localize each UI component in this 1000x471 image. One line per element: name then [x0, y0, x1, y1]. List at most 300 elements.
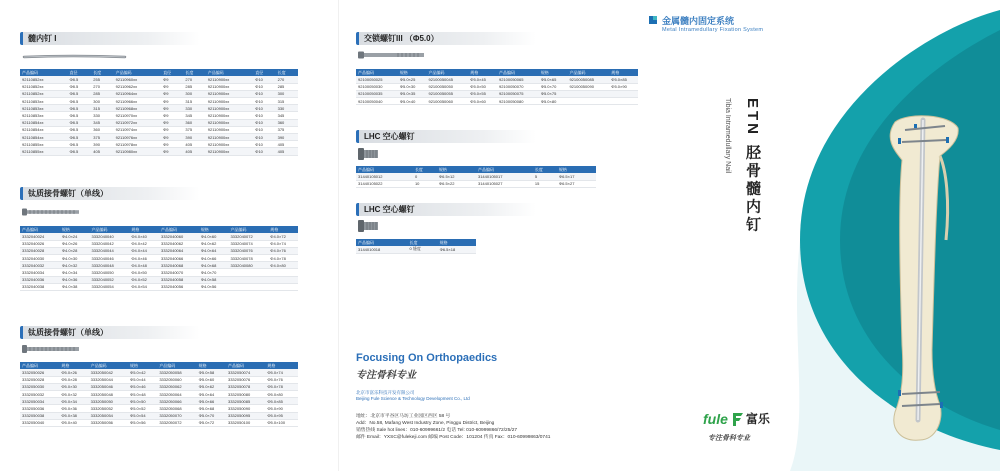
table-cell: 92110962xx	[114, 83, 161, 90]
table-cell: Φ5.0×85	[609, 76, 638, 83]
table-cell: 405	[276, 141, 298, 148]
table-cell: 360	[183, 119, 205, 126]
table-cell: 92110900xx	[206, 126, 253, 133]
table-cell: 92110900xx	[206, 112, 253, 119]
nail-image	[22, 52, 127, 62]
table-row	[20, 412, 298, 419]
column-header: 产品编码	[157, 362, 196, 369]
table-cell: 3332050056	[89, 419, 128, 426]
table-cell: 3332040052	[89, 276, 129, 283]
table-cell: 3332040036	[20, 276, 60, 283]
table-cell: Φ5.0×100	[265, 419, 298, 426]
table-cell: Φ6.5×18	[438, 246, 476, 253]
column-header: 规格	[539, 69, 568, 76]
table-cell: Φ5.0×95	[265, 412, 298, 419]
table-row	[20, 98, 298, 105]
table-row	[20, 240, 298, 247]
table-cell: 405	[183, 141, 205, 148]
table-cell: Φ4.0×72	[268, 233, 298, 240]
column-header: 产品编码	[476, 166, 533, 173]
table-cell: Φ4.0×70	[199, 269, 229, 276]
table-cell: 345	[183, 112, 205, 119]
table-header-row	[20, 362, 298, 369]
system-title-cn: 金属髓内固定系统	[662, 16, 735, 26]
table-cell: Φ8.5	[67, 134, 91, 141]
table-cell	[567, 90, 609, 97]
nail-spec-table	[20, 69, 298, 156]
table-cell: 31440105012	[356, 173, 413, 180]
section-locking-screw	[356, 32, 536, 45]
table-cell: Φ5.0×64	[197, 391, 226, 398]
column-header: 规格	[398, 69, 427, 76]
table-cell: Φ5.0×50	[128, 398, 157, 405]
table-cell: Φ5.0×68	[197, 405, 226, 412]
table-row	[20, 76, 298, 83]
table-cell: 330	[183, 105, 205, 112]
table-cell: Φ5.0×74	[265, 369, 298, 376]
column-header: 规格	[60, 226, 90, 233]
table-cell: 3332040078	[228, 255, 268, 262]
table-cell: 3332040044	[89, 247, 129, 254]
table-cell: Φ4.0×54	[129, 283, 159, 290]
table-cell: 3332050048	[89, 391, 128, 398]
table-cell: 92110964xx	[114, 90, 161, 97]
lhc-screw-image	[358, 219, 380, 233]
table-cell: 315	[91, 105, 113, 112]
table-cell: 330	[91, 112, 113, 119]
table-cell: Φ10	[253, 98, 275, 105]
table-cell: 3332050085	[226, 398, 265, 405]
logo-en: fule	[703, 410, 728, 427]
table-cell: Φ5.0×90	[609, 83, 638, 90]
table-cell: Φ4.0×38	[60, 283, 90, 290]
table-cell: 3332050046	[89, 383, 128, 390]
table-cell: Φ5.0×30	[59, 383, 88, 390]
table-cell: Φ4.0×36	[60, 276, 90, 283]
table-row	[20, 383, 298, 390]
table-cell: Φ4.0×62	[199, 240, 229, 247]
column-header: 产品编码	[159, 226, 199, 233]
column-header: 长度	[408, 239, 438, 246]
table-cell: Φ5.0×80	[539, 98, 568, 105]
table-cell: 3332050078	[226, 383, 265, 390]
logo-tagline: 专注骨科专业	[708, 433, 750, 442]
table-cell: Φ5.0×32	[59, 391, 88, 398]
table-cell: Φ9	[161, 134, 183, 141]
table-cell: Φ4.0×56	[199, 283, 229, 290]
table-cell: 92100050030	[356, 83, 398, 90]
table-cell: 15	[533, 180, 557, 187]
column-header: 产品编码	[356, 166, 413, 173]
table-cell: Φ4.0×44	[129, 247, 159, 254]
column-header: 规格	[129, 226, 159, 233]
company-name-cn: 北京市富乐科技开发有限公司	[356, 390, 415, 395]
contact-info	[356, 413, 550, 441]
table-cell: Φ4.0×68	[199, 262, 229, 269]
table-row	[20, 233, 298, 240]
table-cell: Φ10	[253, 112, 275, 119]
column-header: 规格	[199, 226, 229, 233]
table-row	[20, 83, 298, 90]
section-cortical-screw-40	[20, 187, 200, 200]
section-title: LHC 空心螺钉	[356, 203, 536, 216]
table-cell: Φ10	[253, 148, 275, 155]
table-cell: Φ4.0×30	[60, 255, 90, 262]
table-row	[20, 398, 298, 405]
table-cell: 3332040054	[89, 283, 129, 290]
table-cell: Φ4.0×48	[129, 262, 159, 269]
table-cell: 92110900xx	[206, 98, 253, 105]
table-cell: 5	[533, 173, 557, 180]
column-header: 长度	[276, 69, 298, 76]
table-row	[20, 112, 298, 119]
table-cell: 92110974xx	[114, 126, 161, 133]
table-cell: 330	[276, 105, 298, 112]
slogan-calligraphy: 专注骨科专业	[356, 370, 416, 381]
table-cell: 10	[413, 180, 437, 187]
table-cell: 92110900xx	[206, 76, 253, 83]
table-row	[356, 76, 638, 83]
table-cell: 92110854xx	[20, 134, 67, 141]
table-cell: 315	[183, 98, 205, 105]
table-cell: 3332040074	[228, 240, 268, 247]
table-row	[20, 262, 298, 269]
table-cell: Φ5.0×56	[128, 419, 157, 426]
table-cell: Φ8.5	[67, 76, 91, 83]
table-row	[20, 134, 298, 141]
column-header: 规格	[437, 166, 476, 173]
table-cell: Φ5.0×80	[265, 391, 298, 398]
table-cell: Φ5.0×28	[59, 376, 88, 383]
table-row	[20, 376, 298, 383]
company-name	[356, 390, 506, 402]
table-cell: Φ5.0×42	[128, 369, 157, 376]
table-header-row	[356, 166, 596, 173]
table-cell	[268, 276, 298, 283]
screw-image	[22, 344, 82, 354]
table-cell: 92110900xx	[206, 105, 253, 112]
table-cell: Φ5.0×34	[59, 398, 88, 405]
table-cell: 92110900xx	[206, 119, 253, 126]
table-cell: Φ5.0×62	[197, 383, 226, 390]
column-header: 产品编码	[356, 239, 408, 246]
table-cell: 92110900xx	[206, 141, 253, 148]
column-header: 长度	[183, 69, 205, 76]
table-cell: 375	[183, 126, 205, 133]
table-cell: 3332050058	[157, 369, 196, 376]
section-lhc-screw-1	[356, 130, 536, 143]
table-cell: Φ4.0×74	[268, 240, 298, 247]
table-cell: Φ10	[253, 141, 275, 148]
table-cell: 92110900xx	[206, 148, 253, 155]
table-cell: Φ4.0×60	[199, 233, 229, 240]
table-cell: Φ5.0×45	[468, 76, 497, 83]
table-header-row	[20, 69, 298, 76]
logo-cn: 富乐	[745, 412, 770, 426]
table-cell: Φ5.0×60	[468, 98, 497, 105]
table-cell: 390	[183, 134, 205, 141]
table-cell: 92110966xx	[114, 98, 161, 105]
column-header: 长度	[533, 166, 557, 173]
table-cell: 3332040080	[228, 262, 268, 269]
table-cell: 92110853xx	[20, 98, 67, 105]
table-header-row	[356, 239, 476, 246]
table-cell: Φ4.0×58	[199, 276, 229, 283]
table-cell	[228, 283, 268, 290]
table-cell: Φ5.0×52	[128, 405, 157, 412]
table-row	[20, 105, 298, 112]
table-cell: 3332040034	[20, 269, 60, 276]
table-cell: 270	[91, 83, 113, 90]
table-cell: 300	[183, 90, 205, 97]
table-cell: 3332040064	[159, 247, 199, 254]
column-header: 产品编码	[206, 69, 253, 76]
table-cell: Φ8.5	[67, 105, 91, 112]
table-cell: 3332040070	[159, 269, 199, 276]
table-cell: 92110968xx	[114, 105, 161, 112]
table-cell: Φ4.0×46	[129, 255, 159, 262]
table-cell: 3332050038	[20, 412, 59, 419]
table-cell: 3332050072	[157, 419, 196, 426]
section-title: 钛质接骨螺钉（单线）	[20, 187, 200, 200]
table-row	[356, 180, 596, 187]
table-cell: Φ10	[253, 126, 275, 133]
table-cell: 92100050065	[497, 76, 539, 83]
table-cell: 3332050052	[89, 405, 128, 412]
column-header: 产品编码	[356, 69, 398, 76]
table-cell: 0 缝度	[408, 246, 438, 253]
table-cell: 3332050070	[157, 412, 196, 419]
section-intramedullary-nail	[20, 32, 200, 45]
screw40-spec-table	[20, 226, 298, 291]
table-cell: Φ4.0×78	[268, 255, 298, 262]
table-cell: 3332040032	[20, 262, 60, 269]
cover-art	[640, 0, 1000, 471]
column-header: 规格	[609, 69, 638, 76]
table-cell: 3332050042	[89, 369, 128, 376]
column-header: 规格	[557, 166, 596, 173]
table-cell: 92110900xx	[206, 83, 253, 90]
table-cell: Φ5.0×46	[128, 383, 157, 390]
table-cell: Φ9	[161, 126, 183, 133]
table-cell: Φ5.0×70	[197, 412, 226, 419]
lhc-spec-table-1	[356, 166, 596, 188]
table-cell: Φ4.0×40	[129, 233, 159, 240]
table-header-row	[356, 69, 638, 76]
table-cell	[228, 269, 268, 276]
table-cell: 92110960xx	[114, 76, 161, 83]
address-en: Add：No.58, Mafang West Industry Zone, Pinggu District, Beijing	[356, 421, 495, 426]
table-cell: Φ8.5	[67, 90, 91, 97]
table-cell: 3332050054	[89, 412, 128, 419]
table-cell: 92110852xx	[20, 90, 67, 97]
table-cell: 3332050060	[157, 376, 196, 383]
table-cell: Φ9	[161, 105, 183, 112]
table-cell: 3332050076	[226, 376, 265, 383]
table-cell: 3144010018	[356, 246, 408, 253]
table-cell: Φ6.5×12	[437, 173, 476, 180]
table-cell: 300	[276, 90, 298, 97]
table-cell: 3332050030	[20, 383, 59, 390]
column-header: 直径	[67, 69, 91, 76]
table-cell: Φ8.5	[67, 119, 91, 126]
table-cell: 3332040066	[159, 255, 199, 262]
table-cell: Φ10	[253, 105, 275, 112]
table-cell: 31440105017	[476, 173, 533, 180]
table-cell: 405	[183, 148, 205, 155]
column-header: 规格	[265, 362, 298, 369]
column-header: 产品编码	[228, 226, 268, 233]
table-cell: 375	[91, 134, 113, 141]
table-cell: Φ10	[253, 134, 275, 141]
table-cell: 92110976xx	[114, 134, 161, 141]
column-header: 规格	[128, 362, 157, 369]
table-row	[20, 283, 298, 290]
table-cell: 360	[276, 119, 298, 126]
table-cell: Φ5.0×60	[197, 376, 226, 383]
table-cell: Φ10	[253, 119, 275, 126]
table-cell: 3332050036	[20, 405, 59, 412]
sales-phone: 销售热线 Sale hot lines：010-60999661/2 电话 Tel: 010-60999866/72/25/27	[356, 428, 518, 433]
column-header: 产品编码	[114, 69, 161, 76]
table-cell: Φ5.0×70	[539, 83, 568, 90]
column-header: 规格	[197, 362, 226, 369]
table-cell: 300	[91, 98, 113, 105]
column-header: 长度	[413, 166, 437, 173]
table-cell: Φ4.0×50	[129, 269, 159, 276]
table-cell	[609, 90, 638, 97]
table-cell: 92110853xx	[20, 105, 67, 112]
table-cell: Φ4.0×42	[129, 240, 159, 247]
table-cell: 255	[91, 76, 113, 83]
table-cell: 92100050070	[497, 83, 539, 90]
table-cell: 92110852xx	[20, 83, 67, 90]
table-row	[20, 405, 298, 412]
email-fax: 邮件 Email：YXSC@fulekeji.com 邮编 Post Code：101204 传真 Fax：010-60999863/0741	[356, 435, 551, 440]
table-cell: 92110970xx	[114, 112, 161, 119]
column-header: 产品编码	[20, 226, 60, 233]
table-cell: Φ5.0×44	[128, 376, 157, 383]
table-cell: 3332040048	[89, 262, 129, 269]
table-cell: Φ4.0×24	[60, 233, 90, 240]
table-cell: 3332050028	[20, 376, 59, 383]
table-cell: 3332050034	[20, 398, 59, 405]
table-cell: 270	[276, 76, 298, 83]
table-cell: 285	[276, 83, 298, 90]
table-cell: Φ5.0×72	[197, 419, 226, 426]
product-title-cn: ETN 胫骨髓内钉	[744, 98, 761, 235]
table-row	[356, 90, 638, 97]
company-name-en: Beijing Fule Science & Technology Development Co., Ltd	[356, 396, 470, 401]
table-cell: 405	[276, 148, 298, 155]
table-cell: Φ9	[161, 148, 183, 155]
table-cell: 92110854xx	[20, 126, 67, 133]
section-title: 髓内钉 I	[20, 32, 200, 45]
table-cell: Φ5.0×40	[59, 419, 88, 426]
table-cell: 3332040040	[89, 233, 129, 240]
table-cell: 92100050045	[426, 76, 468, 83]
table-cell: 390	[91, 141, 113, 148]
table-cell: Φ5.0×75	[539, 90, 568, 97]
table-cell: Φ8.5	[67, 126, 91, 133]
table-cell: 3332040072	[228, 233, 268, 240]
table-cell: Φ4.0×32	[60, 262, 90, 269]
table-cell	[567, 98, 609, 105]
table-cell: 92100050050	[426, 83, 468, 90]
table-cell: Φ9	[161, 98, 183, 105]
table-cell: Φ5.0×38	[59, 412, 88, 419]
table-cell: 92100050090	[567, 83, 609, 90]
table-cell: Φ5.0×40	[398, 98, 427, 105]
system-title-en: Metal Intramedullary Fixation System	[662, 27, 764, 33]
table-cell: 3332040058	[159, 276, 199, 283]
table-cell: 92110972xx	[114, 119, 161, 126]
table-cell: Φ5.0×48	[128, 391, 157, 398]
table-cell	[268, 269, 298, 276]
table-cell: Φ6.5×17	[557, 173, 596, 180]
table-cell: 92110855xx	[20, 141, 67, 148]
column-header: 产品编码	[20, 69, 67, 76]
page-fold	[338, 0, 339, 471]
table-cell: 3332050040	[20, 419, 59, 426]
table-cell: 31440105027	[476, 180, 533, 187]
table-cell: 3332050100	[226, 419, 265, 426]
table-cell: 315	[276, 98, 298, 105]
table-cell: Φ5.0×90	[265, 405, 298, 412]
table-cell	[609, 98, 638, 105]
table-cell: 405	[91, 148, 113, 155]
table-cell: Φ5.0×35	[398, 90, 427, 97]
table-cell: Φ6.5×22	[437, 180, 476, 187]
table-cell: 3332050064	[157, 391, 196, 398]
table-cell: Φ9	[161, 76, 183, 83]
section-title: 交锁螺钉III （Φ5.0）	[356, 32, 536, 45]
table-cell: 92110978xx	[114, 141, 161, 148]
table-cell: Φ4.0×66	[199, 255, 229, 262]
table-row	[20, 119, 298, 126]
section-title: LHC 空心螺钉	[356, 130, 536, 143]
table-row	[356, 173, 596, 180]
table-cell: 3332050062	[157, 383, 196, 390]
table-cell: Φ4.0×52	[129, 276, 159, 283]
column-header: 直径	[253, 69, 275, 76]
table-cell: Φ5.0×85	[265, 398, 298, 405]
address-cn: 地址：北京市平谷区马坊工业园区西区 58 号	[356, 414, 451, 419]
table-row	[20, 126, 298, 133]
table-cell: 92100050085	[567, 76, 609, 83]
table-cell: Φ8.5	[67, 141, 91, 148]
table-row	[20, 391, 298, 398]
screw50-spec-table	[20, 362, 298, 427]
table-cell: 3332050080	[226, 391, 265, 398]
table-cell: Φ9	[161, 90, 183, 97]
table-cell: 3332050095	[226, 412, 265, 419]
table-cell: Φ5.0×66	[197, 398, 226, 405]
table-cell: Φ6.5×27	[557, 180, 596, 187]
table-cell: Φ8.5	[67, 112, 91, 119]
table-cell: 92110900xx	[206, 90, 253, 97]
table-row	[20, 269, 298, 276]
table-cell: Φ4.0×80	[268, 262, 298, 269]
column-header: 产品编码	[426, 69, 468, 76]
table-cell: Φ10	[253, 76, 275, 83]
slogan-en: Focusing On Orthopaedics	[356, 352, 498, 364]
section-title: 钛质接骨螺钉（单线）	[20, 326, 200, 339]
table-cell: Φ4.0×64	[199, 247, 229, 254]
table-cell: 3332040062	[159, 240, 199, 247]
table-cell: Φ5.0×54	[128, 412, 157, 419]
table-cell: Φ5.0×25	[398, 76, 427, 83]
